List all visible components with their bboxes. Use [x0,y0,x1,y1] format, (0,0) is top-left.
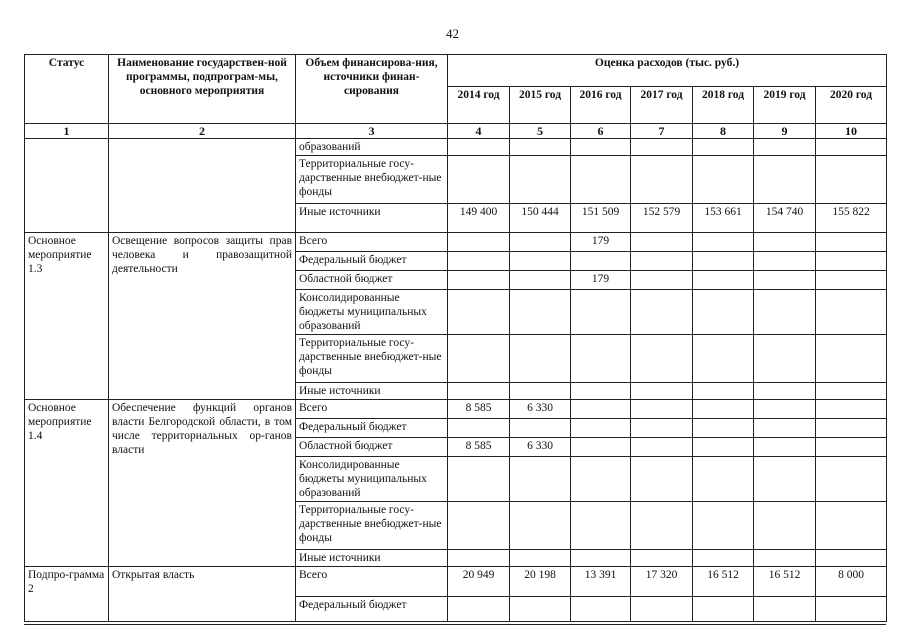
value-cell [571,252,631,271]
status-cell: Подпро-грамма 2 [25,567,109,622]
value-cell: 154 740 [754,204,816,233]
value-cell [754,383,816,400]
value-cell [571,502,631,550]
status-cell [25,139,109,233]
header-year: 2019 год [754,87,816,124]
column-number: 2 [109,124,296,139]
funding-source-cell: Территориальные госу-дарственные внебюджет-ные фонды [296,335,448,383]
value-cell [816,400,887,419]
header-year: 2016 год [571,87,631,124]
name-cell: Обеспечение функций органов власти Белгородской области, в том числе территориальных ор-ганов власти [109,400,296,567]
value-cell [448,419,510,438]
value-cell [816,383,887,400]
header-year: 2017 год [631,87,693,124]
funding-source-cell: Всего [296,233,448,252]
header-funding: Объем финансирова-ния, источники финан-сирования [296,55,448,124]
funding-source-cell: Всего [296,400,448,419]
value-cell [754,438,816,457]
funding-source-cell: Областной бюджет [296,271,448,290]
value-cell [693,252,754,271]
value-cell: 16 512 [754,567,816,597]
funding-source-cell: Федеральный бюджет [296,419,448,438]
value-cell [693,290,754,335]
value-cell [754,252,816,271]
funding-source-cell: Территориальные госу-дарственные внебюджет-ные фонды [296,502,448,550]
value-cell [693,139,754,156]
value-cell [631,502,693,550]
value-cell [816,550,887,567]
value-cell [571,457,631,502]
value-cell [631,335,693,383]
value-cell: 8 000 [816,567,887,597]
value-cell: 179 [571,271,631,290]
value-cell [448,139,510,156]
value-cell [693,419,754,438]
table-row [25,567,887,597]
value-cell [693,156,754,204]
name-cell [109,139,296,233]
value-cell [754,419,816,438]
value-cell: 13 391 [571,567,631,597]
value-cell [816,457,887,502]
header-name: Наименование государствен-ной программы, подпрограм-мы, основного мероприятия [109,55,296,124]
value-cell [816,335,887,383]
value-cell: 152 579 [631,204,693,233]
value-cell [631,156,693,204]
header-year: 2020 год [816,87,887,124]
value-cell [510,383,571,400]
column-number: 3 [296,124,448,139]
value-cell [693,271,754,290]
value-cell [571,438,631,457]
funding-source-cell: Федеральный бюджет [296,252,448,271]
value-cell [571,383,631,400]
value-cell [510,597,571,622]
header-year: 2014 год [448,87,510,124]
table-body [25,139,887,622]
funding-source-cell: Всего [296,567,448,597]
value-cell [448,335,510,383]
table-row [25,233,887,252]
value-cell [754,139,816,156]
funding-source-cell: Территориальные госу-дарственные внебюджет-ные фонды [296,156,448,204]
value-cell [754,457,816,502]
value-cell [631,457,693,502]
value-cell [816,271,887,290]
value-cell [448,290,510,335]
value-cell [693,550,754,567]
table-bottom-border [24,624,886,625]
value-cell [571,419,631,438]
value-cell [510,233,571,252]
funding-source-cell: Консолидированные бюджеты муниципальных образований [296,457,448,502]
value-cell [693,335,754,383]
value-cell [510,502,571,550]
value-cell [631,400,693,419]
funding-source-cell: Иные источники [296,550,448,567]
value-cell [448,550,510,567]
value-cell [510,290,571,335]
value-cell [631,252,693,271]
budget-table [24,54,887,622]
value-cell [448,271,510,290]
value-cell: 153 661 [693,204,754,233]
column-number: 5 [510,124,571,139]
value-cell [631,271,693,290]
value-cell [571,335,631,383]
value-cell [693,457,754,502]
value-cell [510,156,571,204]
value-cell [448,383,510,400]
table-row [25,400,887,419]
column-number: 10 [816,124,887,139]
value-cell [754,597,816,622]
value-cell [816,139,887,156]
value-cell: 6 330 [510,438,571,457]
header-status: Статус [25,55,109,124]
value-cell [693,438,754,457]
name-cell: Открытая власть [109,567,296,622]
funding-source-cell: Областной бюджет [296,438,448,457]
value-cell: 17 320 [631,567,693,597]
funding-source-cell: Консолидированные бюджеты муниципальных образований [296,290,448,335]
funding-source-cell: Иные источники [296,383,448,400]
header-expenses: Оценка расходов (тыс. руб.) [448,55,887,87]
value-cell [571,400,631,419]
value-cell [448,252,510,271]
value-cell [510,550,571,567]
value-cell [448,457,510,502]
value-cell [510,252,571,271]
value-cell [816,419,887,438]
value-cell [816,290,887,335]
value-cell: 149 400 [448,204,510,233]
value-cell [754,502,816,550]
value-cell [631,233,693,252]
value-cell [754,400,816,419]
value-cell [754,156,816,204]
value-cell: 155 822 [816,204,887,233]
value-cell [754,233,816,252]
value-cell [754,290,816,335]
status-cell: Основное мероприятие 1.4 [25,400,109,567]
value-cell: 179 [571,233,631,252]
value-cell: 150 444 [510,204,571,233]
value-cell [693,400,754,419]
value-cell [510,419,571,438]
column-number: 8 [693,124,754,139]
value-cell [693,597,754,622]
value-cell [510,457,571,502]
value-cell [510,139,571,156]
column-number: 7 [631,124,693,139]
value-cell [754,335,816,383]
column-number: 1 [25,124,109,139]
page-number: 42 [446,26,459,41]
value-cell [510,335,571,383]
value-cell [631,290,693,335]
funding-source-cell: Федеральный бюджет [296,597,448,622]
value-cell: 20 949 [448,567,510,597]
value-cell [693,502,754,550]
value-cell [448,156,510,204]
value-cell [693,383,754,400]
value-cell [571,139,631,156]
value-cell [631,438,693,457]
value-cell [816,438,887,457]
column-number: 4 [448,124,510,139]
value-cell: 8 585 [448,400,510,419]
column-number: 9 [754,124,816,139]
value-cell [816,597,887,622]
status-cell: Основное мероприятие 1.3 [25,233,109,400]
header-year: 2015 год [510,87,571,124]
value-cell: 151 509 [571,204,631,233]
value-cell [754,550,816,567]
value-cell [510,271,571,290]
value-cell [816,233,887,252]
value-cell [631,383,693,400]
value-cell [631,550,693,567]
value-cell [448,502,510,550]
table-row [25,139,887,156]
value-cell [693,233,754,252]
value-cell [571,550,631,567]
value-cell: 20 198 [510,567,571,597]
column-number: 6 [571,124,631,139]
value-cell [816,502,887,550]
name-cell: Освещение вопросов защиты прав человека и правозащитной деятельности [109,233,296,400]
value-cell [631,139,693,156]
value-cell [571,156,631,204]
value-cell [631,419,693,438]
funding-source-cell: Иные источники [296,204,448,233]
header-year: 2018 год [693,87,754,124]
funding-source-cell: образований [296,139,448,156]
value-cell [816,252,887,271]
value-cell [816,156,887,204]
value-cell [448,597,510,622]
value-cell [631,597,693,622]
value-cell: 8 585 [448,438,510,457]
value-cell: 16 512 [693,567,754,597]
value-cell: 6 330 [510,400,571,419]
value-cell [754,271,816,290]
value-cell [448,233,510,252]
value-cell [571,597,631,622]
value-cell [571,290,631,335]
